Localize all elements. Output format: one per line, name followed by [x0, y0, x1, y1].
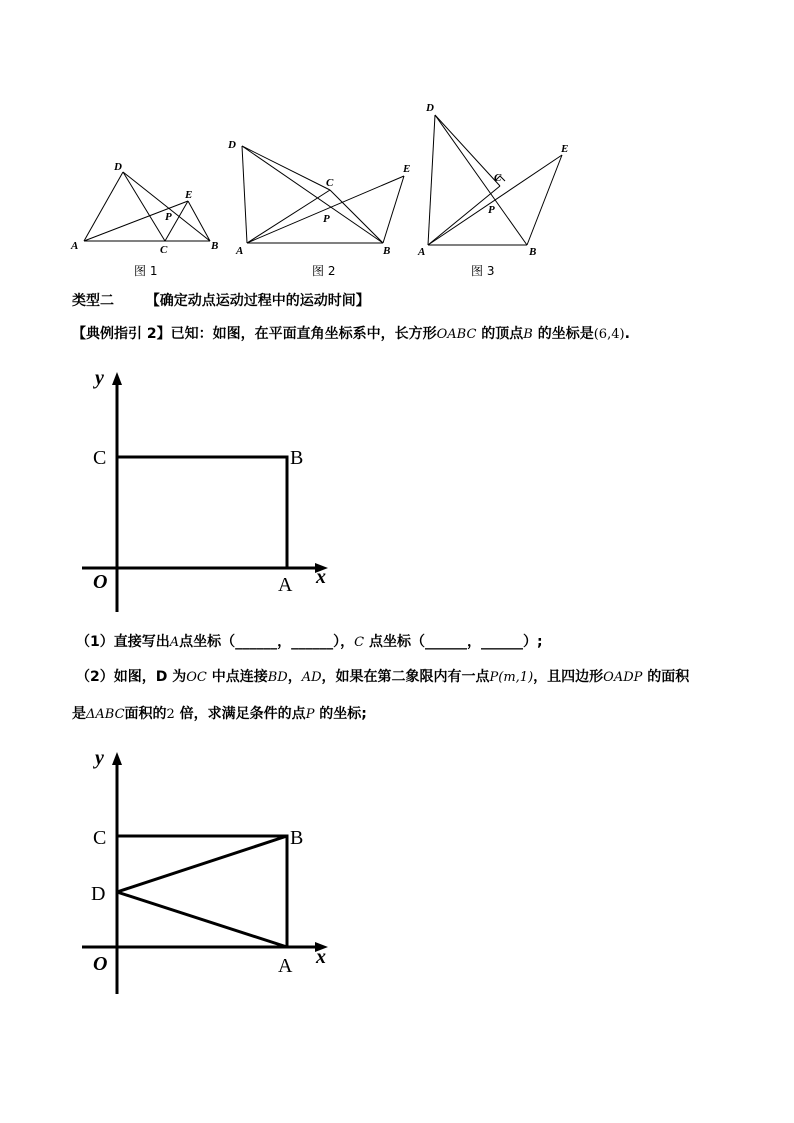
example-point: B [523, 327, 533, 342]
graph1-point-c: C [93, 447, 107, 469]
q2-line2-d: 的坐标; [314, 706, 367, 722]
q2-text-7: 的面积 [642, 669, 690, 685]
q2-abc: ΔABC [86, 707, 125, 722]
q2-line2-c: 倍，求满足条件的点 [174, 706, 306, 722]
q2-oc: OC [186, 670, 207, 685]
q2-text-4: ， [287, 669, 302, 685]
graph1-point-b: B [290, 447, 304, 469]
q1-point-c: C [354, 635, 365, 650]
graph2-point-b: B [290, 827, 304, 849]
question-2-line-2 [72, 704, 367, 725]
fig3-label-a: A [418, 246, 426, 258]
fig3-label-b: B [529, 246, 537, 258]
q2-d: D [155, 669, 168, 685]
q2-text-2: 为 [167, 669, 187, 685]
q2-ad: AD [301, 670, 322, 685]
q1-number: （1） [76, 634, 114, 650]
graph2-y-arrow [112, 752, 122, 765]
q2-text-3: 中点连接 [206, 669, 268, 685]
graph1-rectangle [117, 457, 287, 568]
q2-text-1: 如图， [113, 669, 156, 685]
figure-1-caption: 图 1 [134, 264, 158, 278]
fig2-label-c: C [326, 177, 334, 189]
q2-oadp: OADP [603, 670, 643, 685]
q1-text-3: 点坐标（______，______）; [364, 634, 543, 650]
graph2-point-c: C [93, 827, 107, 849]
figure-2-caption: 图 2 [312, 264, 336, 278]
graph2-x-label: x [316, 946, 326, 968]
figure-3-caption: 图 3 [471, 264, 495, 278]
graph2-segment-ad [117, 892, 287, 947]
figure-1-diagram [84, 172, 210, 241]
question-1 [76, 632, 543, 653]
fig3-label-c: C [494, 172, 502, 184]
question-2-line-1 [76, 667, 689, 688]
q2-text-6: ，且四边形 [533, 669, 604, 685]
coordinate-graph-2 [0, 740, 400, 1000]
graph2-origin-label: O [93, 953, 108, 975]
fig1-label-e: E [185, 189, 193, 201]
example-mid: 的顶点 [476, 326, 524, 342]
fig2-label-d: D [228, 139, 236, 151]
q2-line2-b: 面积的 [124, 706, 167, 722]
section-type-label: 类型二 [72, 293, 114, 309]
fig1-label-a: A [71, 240, 79, 252]
example-tag: 【典例指引 2】 [72, 326, 171, 342]
example-intro [72, 324, 630, 345]
coordinate-graph-1 [0, 360, 400, 620]
fig1-label-c: C [160, 244, 168, 256]
q2-line2-a: 是 [72, 706, 86, 722]
q1-text-2: 点坐标（______，______）， [179, 634, 355, 650]
fig1-label-d: D [114, 161, 122, 173]
fig2-label-p: P [323, 213, 330, 225]
example-coord-text: 的坐标是 [532, 326, 594, 342]
fig2-label-e: E [403, 163, 411, 175]
example-rect-name: OABC [436, 327, 477, 342]
example-end: . [624, 326, 630, 342]
fig3-label-d: D [426, 102, 434, 114]
fig3-label-e: E [561, 143, 569, 155]
section-type-title: 【确定动点运动过程中的运动时间】 [145, 293, 370, 309]
graph1-y-arrow [112, 372, 122, 385]
q2-point-p: P(m,1) [489, 670, 534, 685]
fig2-label-b: B [383, 245, 391, 257]
graph1-x-label: x [316, 566, 326, 588]
fig1-label-b: B [211, 240, 219, 252]
example-coord: (6,4) [593, 327, 625, 342]
graph2-rectangle [117, 836, 287, 947]
top-figures [0, 0, 794, 300]
graph1-y-label: y [95, 367, 104, 389]
q2-bd: BD [267, 670, 288, 685]
figure-2-diagram [242, 146, 404, 243]
graph2-segment-bd [117, 836, 287, 892]
graph1-point-a: A [278, 574, 293, 596]
fig2-label-a: A [236, 245, 244, 257]
graph1-origin-label: O [93, 571, 108, 593]
graph2-point-d: D [91, 883, 106, 905]
graph2-y-label: y [95, 747, 104, 769]
q1-point-a: A [169, 635, 180, 650]
example-intro-text: 已知：如图，在平面直角坐标系中，长方形 [170, 326, 437, 342]
q2-text-5: ，如果在第二象限内有一点 [321, 669, 490, 685]
q2-two: 2 [166, 707, 175, 722]
graph2-point-a: A [278, 955, 293, 977]
q2-pp: P [305, 707, 315, 722]
q1-text-1: 直接写出 [113, 634, 170, 650]
fig1-label-p: P [165, 211, 172, 223]
q2-number: （2） [76, 669, 114, 685]
fig3-label-p: P [488, 204, 495, 216]
section-heading [72, 291, 370, 311]
